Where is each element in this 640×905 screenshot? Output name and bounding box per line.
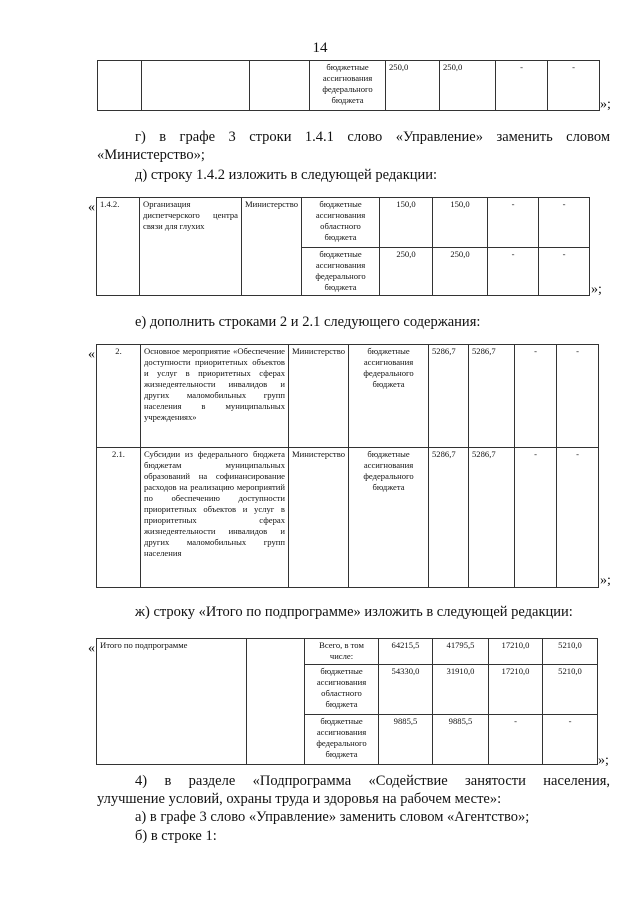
value-cell: 5210,0	[543, 665, 598, 715]
paragraph-e: е) дополнить строками 2 и 2.1 следующего содержания:	[135, 314, 481, 330]
table-row-1-4-2	[96, 197, 590, 296]
row-name: Организация диспетчерского центра связи для глухих	[140, 198, 242, 296]
row-name: Субсидии из федерального бюджета бюджетам муниципальных образований на софинансирование расходов на реализацию мероприятий по обеспечению доступности приоритетных объектов и услуг в приоритетных сферах жизнедеятельности инвалидов и других маломобильных групп населения	[141, 448, 289, 588]
value-cell: 5286,7	[429, 345, 469, 448]
closing-quote: »;	[598, 753, 609, 768]
funding-source-cell: бюджетные ассигнования федерального бюджета	[310, 61, 386, 111]
paragraph-4-line1: 4) в разделе «Подпрограмма «Содействие занятости населения,	[135, 773, 610, 789]
value-cell: 64215,5	[379, 639, 433, 665]
value-cell: -	[515, 448, 557, 588]
total-label: Итого по подпрограмме	[97, 639, 247, 765]
paragraph-4-line2: улучшение условий, охраны труда и здоровья на рабочем месте»:	[97, 791, 502, 807]
row-executor: Министерство	[242, 198, 302, 296]
closing-quote: »;	[600, 573, 611, 588]
row-code: 2.	[97, 345, 141, 448]
value-cell: -	[488, 248, 539, 296]
value-cell: 31910,0	[433, 665, 489, 715]
value-cell: 150,0	[433, 198, 488, 248]
table-total	[96, 638, 598, 765]
value-cell: 5210,0	[543, 639, 598, 665]
table-continuation	[97, 60, 600, 111]
funding-source-cell: бюджетные ассигнования областного бюджета	[302, 198, 380, 248]
value-cell: 9885,5	[433, 715, 489, 765]
value-cell: -	[496, 61, 548, 111]
opening-quote: «	[88, 641, 95, 656]
opening-quote: «	[88, 200, 95, 215]
funding-source-cell: бюджетные ассигнования федерального бюджета	[302, 248, 380, 296]
row-code: 2.1.	[97, 448, 141, 588]
row-name: Основное мероприятие «Обеспечение доступности приоритетных объектов и услуг в приоритетных сферах жизнедеятельности инвалидов и других маломобильных групп населения в муниципальных учреждениях»	[141, 345, 289, 448]
funding-source-cell: бюджетные ассигнования федерального бюджета	[349, 448, 429, 588]
value-cell: 17210,0	[489, 665, 543, 715]
value-cell: 250,0	[386, 61, 440, 111]
value-cell: -	[515, 345, 557, 448]
paragraph-d: д) строку 1.4.2 изложить в следующей редакции:	[135, 167, 438, 183]
closing-quote: »;	[600, 97, 611, 112]
value-cell: -	[557, 345, 599, 448]
paragraph-zh: ж) строку «Итого по подпрограмме» изложить в следующей редакции:	[135, 604, 573, 620]
value-cell: 250,0	[380, 248, 433, 296]
row-executor: Министерство	[289, 345, 349, 448]
value-cell: 5286,7	[469, 345, 515, 448]
value-cell: 54330,0	[379, 665, 433, 715]
paragraph-a: а) в графе 3 слово «Управление» заменить словом «Агентство»;	[135, 809, 530, 825]
value-cell: -	[548, 61, 600, 111]
value-cell: 250,0	[440, 61, 496, 111]
funding-source-cell: бюджетные ассигнования областного бюджета	[305, 665, 379, 715]
value-cell: 9885,5	[379, 715, 433, 765]
value-cell: -	[539, 198, 590, 248]
value-cell: 41795,5	[433, 639, 489, 665]
value-cell: 250,0	[433, 248, 488, 296]
value-cell: 150,0	[380, 198, 433, 248]
value-cell: -	[557, 448, 599, 588]
paragraph-g-line1: г) в графе 3 строки 1.4.1 слово «Управление» заменить словом	[135, 129, 610, 145]
paragraph-b: б) в строке 1:	[135, 828, 217, 844]
value-cell: 17210,0	[489, 639, 543, 665]
value-cell: -	[489, 715, 543, 765]
funding-source-cell: Всего, в том числе:	[305, 639, 379, 665]
opening-quote: «	[88, 347, 95, 362]
paragraph-g-line2: «Министерство»;	[97, 147, 205, 163]
value-cell: -	[543, 715, 598, 765]
value-cell: 5286,7	[429, 448, 469, 588]
value-cell: -	[539, 248, 590, 296]
value-cell: 5286,7	[469, 448, 515, 588]
table-row	[97, 639, 598, 665]
row-executor: Министерство	[289, 448, 349, 588]
table-row	[97, 448, 599, 588]
closing-quote: »;	[591, 282, 602, 297]
table-row	[98, 61, 600, 111]
page-number: 14	[312, 40, 328, 56]
table-row	[97, 345, 599, 448]
table-row	[97, 198, 590, 248]
value-cell: -	[488, 198, 539, 248]
funding-source-cell: бюджетные ассигнования федерального бюджета	[349, 345, 429, 448]
row-code: 1.4.2.	[97, 198, 140, 296]
table-rows-2	[96, 344, 599, 588]
funding-source-cell: бюджетные ассигнования федерального бюджета	[305, 715, 379, 765]
